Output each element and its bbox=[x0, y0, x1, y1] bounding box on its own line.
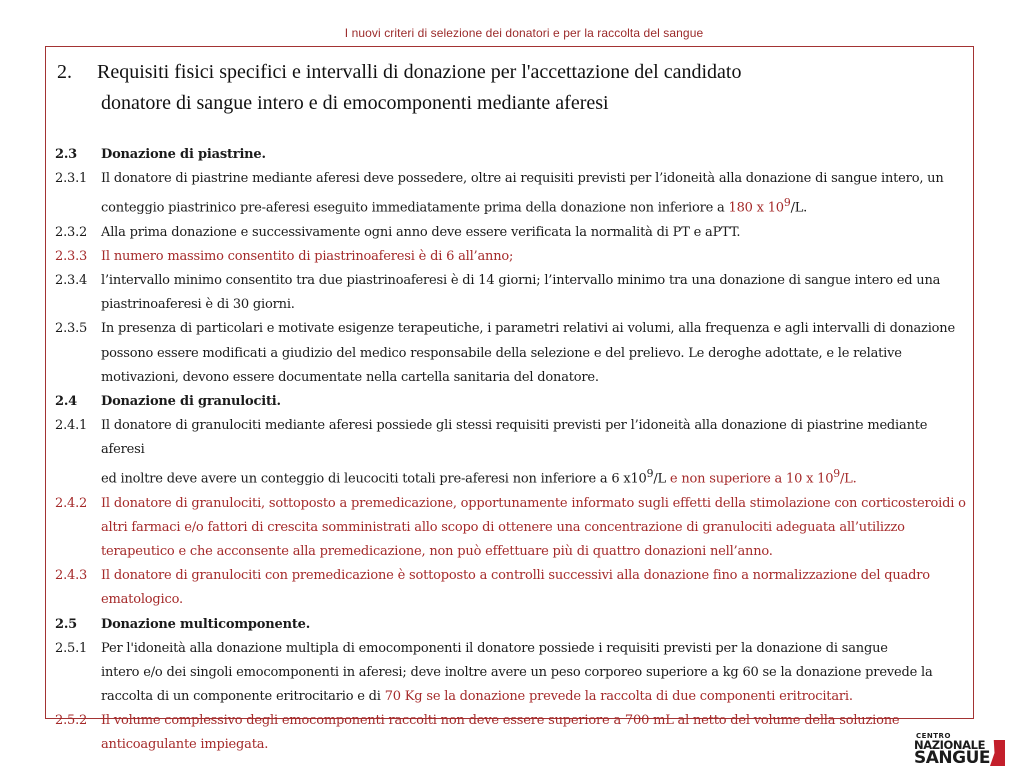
list-item bbox=[55, 492, 973, 564]
item-number: 2.3.1 bbox=[55, 171, 88, 187]
list-item bbox=[55, 167, 973, 221]
item-text: Il donatore di granulociti mediante aferesi possiede gli stessi requisiti previsti per l’idoneità alla donazione di piastrine mediante aferesi bbox=[101, 418, 928, 458]
item-text: /L. bbox=[790, 200, 808, 216]
item-number: 2.5.2 bbox=[55, 713, 88, 729]
blood-drop-icon bbox=[990, 740, 1005, 766]
item-value: 70 Kg se la donazione prevede la raccolta di due componenti eritrocitari. bbox=[384, 689, 853, 705]
item-number: 2.4.3 bbox=[55, 568, 88, 584]
centro-nazionale-sangue-logo bbox=[914, 732, 1009, 766]
item-text: ed inoltre deve avere un conteggio di leucociti totali pre-aferesi non inferiore a 6 x10 bbox=[101, 471, 647, 487]
section-title: Donazione multicomponente. bbox=[101, 616, 311, 632]
section-heading bbox=[55, 390, 973, 414]
item-number: 2.3.4 bbox=[55, 273, 88, 289]
item-text: Il donatore di granulociti con premedicazione è sottoposto a controlli successivi alla donazione fino a normalizzazione del quadro bbox=[101, 568, 930, 584]
list-item bbox=[55, 414, 973, 492]
list-item bbox=[55, 245, 973, 269]
logo-line-2: NAZIONALE bbox=[914, 738, 986, 752]
item-text: Alla prima donazione e successivamente ogni anno deve essere verificata la normalità di PT e aPTT. bbox=[101, 224, 741, 240]
list-item bbox=[55, 221, 973, 245]
item-number: 2.3.2 bbox=[55, 224, 88, 240]
title-line-1: Requisiti fisici specifici e intervalli di donazione per l'accettazione del candidato bbox=[97, 61, 742, 83]
section-title: Donazione di granulociti. bbox=[101, 393, 281, 409]
item-text: raccolta di un componente eritrocitario e di bbox=[101, 689, 385, 705]
section-number: 2.5 bbox=[55, 616, 78, 632]
item-text: conteggio piastrinico pre-aferesi eseguito immediatamente prima della donazione non inferiore a bbox=[101, 200, 729, 216]
item-text: possono essere modificati a giudizio del medico responsabile della selezione e del prelievo. Le deroghe adottate, e le relative bbox=[101, 345, 902, 361]
item-text: altri farmaci e/o fattori di crescita somministrati allo scopo di ottenere una concentrazione di granulociti adeguata all’utilizzo bbox=[101, 520, 905, 535]
item-text: motivazioni, devono essere documentate nella cartella sanitaria del donatore. bbox=[101, 369, 599, 385]
item-exponent: 9 bbox=[783, 196, 791, 210]
item-number: 2.4.1 bbox=[55, 418, 88, 434]
item-text: terapeutico e che acconsente alla premedicazione, non può effettuare più di quattro donazioni nell’anno. bbox=[101, 544, 773, 560]
logo-line-3: SANGUE bbox=[914, 748, 990, 768]
item-text: Il donatore di piastrine mediante aferesi deve possedere, oltre ai requisiti previsti per l’idoneità alla donazione di sangue intero, un bbox=[101, 171, 944, 187]
item-exponent: 9 bbox=[646, 467, 654, 481]
item-text: Il volume complessivo degli emocomponenti raccolti non deve essere superiore a 700 mL al netto del volume della soluzione bbox=[101, 713, 900, 729]
item-number: 2.3.5 bbox=[55, 321, 88, 337]
list-item bbox=[55, 564, 973, 612]
item-text: anticoagulante impiegata. bbox=[101, 737, 269, 753]
section-heading bbox=[55, 613, 973, 637]
item-value: /L. bbox=[840, 471, 857, 487]
item-text: intero e/o dei singoli emocomponenti in aferesi; deve inoltre avere un peso corporeo superiore a kg 60 se la donazione prevede la bbox=[101, 664, 933, 680]
item-number: 2.3.3 bbox=[55, 248, 88, 264]
slide-title bbox=[57, 57, 967, 119]
item-text: Il donatore di granulociti, sottoposto a premedicazione, opportunamente informato sugli effetti della stimolazione con corticosteroidi o bbox=[101, 495, 966, 511]
item-number: 2.5.1 bbox=[55, 640, 88, 656]
item-text: Per l'idoneità alla donazione multipla di emocomponenti il donatore possiede i requisiti previsti per la donazione di sangue bbox=[101, 640, 888, 656]
requirements-list bbox=[55, 143, 973, 758]
list-item bbox=[55, 317, 973, 389]
item-exponent: 9 bbox=[833, 467, 840, 481]
section-heading bbox=[55, 143, 973, 167]
section-number: 2.4 bbox=[55, 393, 78, 409]
list-item bbox=[55, 637, 973, 709]
slide-header: I nuovi criteri di selezione dei donatori e per la raccolta del sangue bbox=[344, 26, 704, 40]
item-value: 180 x 10 bbox=[728, 200, 784, 216]
list-item bbox=[55, 709, 973, 757]
title-number: 2. bbox=[57, 61, 72, 83]
item-number: 2.4.2 bbox=[55, 495, 88, 511]
item-text: In presenza di particolari e motivate esigenze terapeutiche, i parametri relativi ai volumi, alla frequenza e agli intervalli di donazione bbox=[101, 321, 955, 337]
section-number: 2.3 bbox=[55, 147, 78, 162]
title-line-2: donatore di sangue intero e di emocomponenti mediante aferesi bbox=[101, 92, 609, 114]
section-title: Donazione di piastrine. bbox=[101, 147, 266, 162]
item-text: l’intervallo minimo consentito tra due piastrinoaferesi è di 14 giorni; l’intervallo minimo tra una donazione di sangue intero ed una bbox=[101, 273, 941, 289]
item-value: e non superiore a 10 x 10 bbox=[669, 471, 834, 487]
item-text: piastrinoaferesi è di 30 giorni. bbox=[101, 297, 295, 313]
item-text: /L bbox=[653, 471, 670, 487]
item-text: ematologico. bbox=[101, 592, 183, 608]
logo-line-1: CENTRO bbox=[916, 732, 951, 740]
item-text: Il numero massimo consentito di piastrinoaferesi è di 6 all’anno; bbox=[101, 248, 514, 264]
list-item bbox=[55, 269, 973, 317]
